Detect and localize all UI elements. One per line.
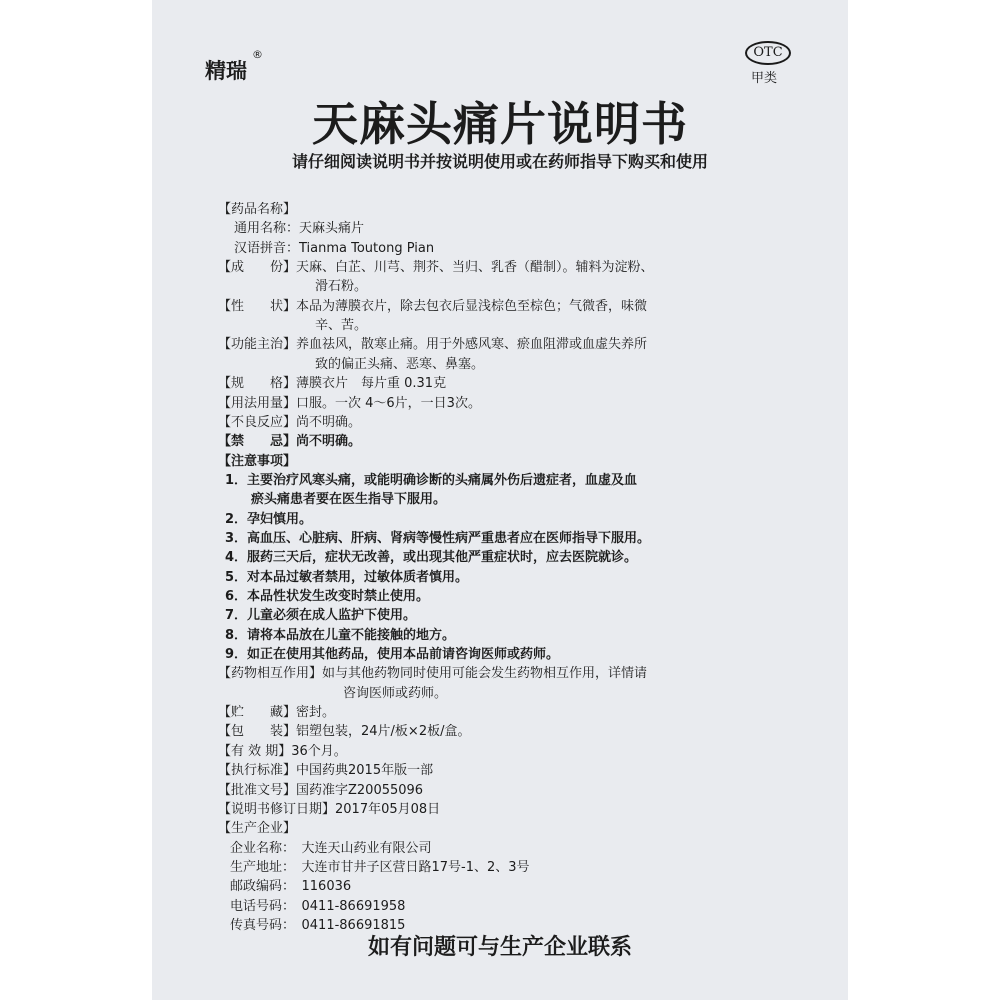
instruction-line: 生产地址： 大连市甘井子区营日路17号-1、2、3号	[230, 859, 530, 875]
instruction-line: 【禁 忌】尚不明确。	[218, 434, 362, 450]
instruction-line: 3．高血压、心脏病、肝病、肾病等慢性病严重患者应在医师指导下服用。	[225, 530, 651, 546]
otc-badge: OTC	[745, 41, 791, 65]
instruction-line: 9．如正在使用其他药品，使用本品前请咨询医师或药师。	[225, 647, 560, 663]
instruction-line: 【规 格】薄膜衣片 每片重 0.31克	[218, 376, 447, 392]
registered-mark: ®	[252, 48, 263, 61]
brand-logo: 精瑞	[205, 59, 247, 83]
instruction-line: 致的偏正头痛、恶寒、鼻塞。	[315, 356, 485, 372]
instruction-line: 传真号码： 0411-86691815	[230, 917, 406, 933]
instruction-line: 瘀头痛患者要在医生指导下服用。	[251, 492, 447, 508]
document-subtitle: 请仔细阅读说明书并按说明使用或在药师指导下购买和使用	[291, 152, 708, 171]
instruction-line: 【不良反应】尚不明确。	[218, 414, 362, 430]
instruction-line: 【包 装】铝塑包装，24片/板×2板/盒。	[218, 724, 471, 740]
instruction-line: 【批准文号】国药准字Z20055096	[218, 782, 424, 798]
instruction-line: 【注意事项】	[218, 453, 297, 469]
instruction-line: 滑石粉。	[315, 279, 368, 295]
instruction-line: 【功能主治】养血祛风，散寒止痛。用于外感风寒、瘀血阻滞或血虚失养所	[218, 337, 648, 353]
instruction-line: 【成 份】天麻、白芷、川芎、荆芥、当归、乳香（醋制）。辅料为淀粉、	[218, 260, 654, 276]
instruction-line: 6．本品性状发生改变时禁止使用。	[225, 589, 430, 604]
instruction-line: 邮政编码： 116036	[230, 879, 352, 895]
instruction-line: 【有 效 期】36个月。	[218, 743, 347, 759]
instruction-line: 咨询医师或药师。	[343, 685, 448, 701]
instruction-line: 【药品名称】	[218, 202, 297, 217]
otc-category: 甲类	[751, 71, 778, 86]
instruction-line: 【用法用量】口服。一次 4～6片，一日3次。	[218, 395, 481, 411]
contact-notice: 如有问题可与生产企业联系	[367, 935, 632, 960]
instruction-line: 【生产企业】	[218, 821, 297, 837]
instruction-line: 【执行标准】中国药典2015年版一部	[218, 763, 434, 779]
instruction-line: 汉语拼音：Tianma Toutong Pian	[234, 240, 435, 256]
instruction-line: 1．主要治疗风寒头痛，或能明确诊断的头痛属外伤后遗症者，血虚及血	[225, 472, 638, 488]
instruction-line: 企业名称： 大连天山药业有限公司	[230, 840, 432, 856]
instruction-line: 【性 状】本品为薄膜衣片，除去包衣后显浅棕色至棕色；气微香，味微	[218, 298, 648, 314]
instruction-line: 8．请将本品放在儿童不能接触的地方。	[225, 627, 456, 643]
instruction-line: 4．服药三天后，症状无改善，或出现其他严重症状时，应去医院就诊。	[225, 550, 638, 566]
instruction-line: 电话号码： 0411-86691958	[230, 898, 406, 914]
instruction-line: 5．对本品过敏者禁用，过敏体质者慎用。	[225, 569, 469, 585]
instruction-line: 通用名称：天麻头痛片	[234, 221, 365, 237]
instruction-line: 7．儿童必须在成人监护下使用。	[225, 608, 417, 624]
document-title: 天麻头痛片说明书	[312, 97, 688, 151]
instruction-line: 【说明书修订日期】2017年05月08日	[218, 801, 441, 817]
instruction-line: 辛、苦。	[315, 318, 368, 334]
instruction-line: 【药物相互作用】如与其他药物同时使用可能会发生药物相互作用，详情请	[218, 666, 648, 682]
instruction-line: 2．孕妇慎用。	[225, 511, 313, 527]
instruction-line: 【贮 藏】密封。	[218, 705, 336, 721]
